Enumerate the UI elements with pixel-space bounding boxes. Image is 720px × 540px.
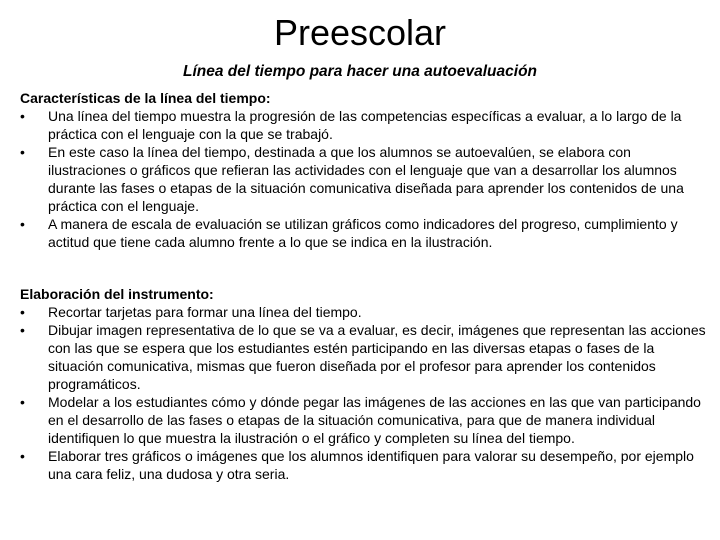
- list-item: [20, 215, 710, 251]
- slide-subtitle: Línea del tiempo para hacer una autoevaluación: [182, 63, 538, 80]
- list-item-text: A manera de escala de evaluación se utilizan gráficos como indicadores del progreso, cumplimiento y actitud que tiene cada alumno frente a lo que se indica en la ilustración.: [48, 216, 678, 250]
- characteristics-heading: Características de la línea del tiempo:: [20, 90, 271, 106]
- list-item-text: Elaborar tres gráficos o imágenes que los alumnos identifiquen para valorar su desempeño, por ejemplo una cara feliz, una dudosa y otra seria.: [48, 448, 694, 482]
- bullet-icon: •: [20, 144, 25, 160]
- list-item: [20, 321, 710, 393]
- characteristics-section: [20, 89, 710, 251]
- list-item-text: Una línea del tiempo muestra la progresión de las competencias específicas a evaluar, a lo largo de la práctica con el lenguaje con la que se trabajó.: [48, 108, 682, 142]
- slide-title: Preescolar: [273, 12, 447, 53]
- list-item: [20, 447, 710, 483]
- bullet-icon: •: [20, 304, 25, 320]
- bullet-icon: •: [20, 448, 25, 464]
- list-item: [20, 143, 710, 215]
- characteristics-list: [20, 107, 710, 251]
- list-item: [20, 303, 710, 321]
- elaboration-heading: Elaboración del instrumento:: [20, 286, 214, 302]
- bullet-icon: •: [20, 108, 25, 124]
- list-item-text: Recortar tarjetas para formar una línea del tiempo.: [48, 304, 362, 320]
- elaboration-list: [20, 303, 710, 483]
- bullet-icon: •: [20, 394, 25, 410]
- list-item-text: Dibujar imagen representativa de lo que se va a evaluar, es decir, imágenes que representan las acciones con las que se espera que los estudiantes estén participando en las diversas etapas o fases de la situación comunicativa, mismas que fueron diseñada por el profesor para aprender los contenidos programáticos.: [48, 322, 706, 392]
- list-item: [20, 393, 710, 447]
- list-item-text: En este caso la línea del tiempo, destinada a que los alumnos se autoevalúen, se elabora con ilustraciones o gráficos que refieran las actividades con el lenguaje que van a desarrollar los alumnos durante las fases o etapas de la situación comunicativa diseñada para aprender los contenidos de una práctica con el lenguaje.: [48, 144, 684, 214]
- elaboration-section: [20, 285, 710, 483]
- bullet-icon: •: [20, 322, 25, 338]
- bullet-icon: •: [20, 216, 25, 232]
- list-item: [20, 107, 710, 143]
- list-item-text: Modelar a los estudiantes cómo y dónde pegar las imágenes de las acciones en las que van participando en el desarrollo de las fases o etapas de la situación comunicativa, para que de manera individual identifiquen lo que muestra la ilustración o el gráfico y completen su línea del tiempo.: [48, 394, 701, 446]
